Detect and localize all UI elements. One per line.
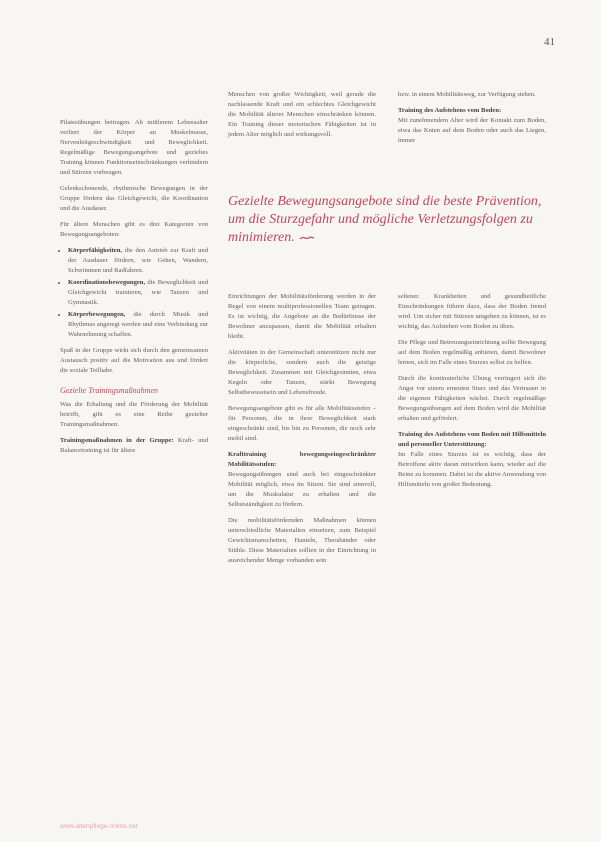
paragraph: Menschen von großer Wichtigkeit, weil gerade die nachlassende Kraft und ein schlechtes Gleichgewicht die Mobilität älterer Menschen einschränken können. Ein Training dieser motorischen Fähigkeiten ist in jedem Alter möglich und wirkungsvoll. <box>228 91 376 138</box>
paragraph: Bewegungsübungen sind auch bei eingeschränkter Mobilität möglich, etwa im Sitzen. Sie sind sinnvoll, um die Muskulatur zu erhalten und die Selbstständigkeit zu fördern. <box>228 471 376 508</box>
paragraph: bzw. in einem Mobilitätsweg, zur Verfügung stehen. <box>398 91 536 98</box>
paragraph: Im Falle eines Sturzes ist es wichtig, dass der Betroffene aktiv daran mitwirken kann, wieder auf die Beine zu kommen. Dabei ist die aktive Anwendung von Hilfsmitteln von großer Bedeutung. <box>398 451 546 488</box>
paragraph: Die Pflege und Betreuungseinrichtung sollte Bewegung auf dem Boden regelmäßig anbieten, damit Bewohner lernen, sich im Falle eines Sturzes selbst zu helfen. <box>398 339 546 366</box>
bullet-text: die den Antrieb zur Kraft und der Ausdauer fördern, wie Gehen, Wandern, Schwimmen und Radfahren. <box>68 247 208 274</box>
pull-quote <box>228 193 546 247</box>
page-number: 41 <box>544 36 555 48</box>
paragraph: seltener. Krankheiten und gesundheitliche Einschränkungen führen dazu, dass der Boden fremd wird. Um sicher mit Stürzen umgehen zu können, ist es wichtig, das Aufstehen vom Boden zu üben. <box>398 293 546 330</box>
footer-url: www.altenpflege-online.net <box>60 823 138 830</box>
paragraph: Einrichtungen der Mobilitätsförderung werden in der Regel von einem multiprofessionellen Team getragen. Es ist wichtig, die Angebote an die Bedürfnisse der Bewohner anzupassen, damit die Mobilität erhalten bleibt. <box>228 293 376 340</box>
pull-quote-text: Gezielte Bewegungsangebote sind die beste Prävention, um die Sturzgefahr und mögliche Verletzungsfolgen zu minimieren. <box>228 194 542 245</box>
paragraph: Die mobilitätsfördernden Maßnahmen können unterschiedliche Materialien einsetzen, zum Beispiel Gewichtsmanschetten, Hanteln, Therabänder oder Stühle. Diese Materialien sollten in der Einrichtung in ausreichender Menge vorhanden sein <box>228 517 376 564</box>
bold-lead: Trainingsmaßnahmen in der Gruppe: <box>60 437 174 444</box>
paragraph: Mit zunehmendem Alter wird der Kontakt zum Boden, etwa das Knien auf dem Boden oder auch das Liegen, immer <box>398 117 546 144</box>
subheading: Gezielte Trainingsmaßnahmen <box>60 386 158 395</box>
paragraph: Was die Erhaltung und die Förderung der Mobilität betrifft, gibt es eine Reihe gezielter Trainingsmaßnahmen. <box>60 401 208 428</box>
quote-swash-icon <box>299 235 315 241</box>
column-1 <box>60 118 208 462</box>
column-3-top <box>398 90 546 152</box>
bullet-text: die durch Musik und Rhythmus angeregt werden und eine Verbindung zur Wahrnehmung schaffen. <box>68 311 208 338</box>
paragraph: Aktivitäten in der Gemeinschaft unterstützen nicht nur die körperliche, sondern auch die geistige Beweglichkeit. Zusammen mit Gleichgesinnten, etwa Kegeln oder Tanzen, stärkt Bewegung Selbstbewusstsein und Lebensfreude. <box>228 349 376 396</box>
list-item <box>68 310 208 340</box>
section-heading: Training des Aufstehens vom Boden mit Hilfsmitteln und personeller Unterstützung: <box>398 431 546 448</box>
paragraph: Spaß in der Gruppe wirkt sich durch den gemeinsamen Austausch positiv auf die Motivation aus und fördert die soziale Teilhabe. <box>60 347 208 374</box>
paragraph: Pilatesübungen beitragen. Ab mittlerem Lebensalter verliert der Körper an Muskelmasse, Nervenleitgeschwindigkeit und Beweglichkeit. Regelmäßige Bewegungsangebote und gezieltes Training können Funktionseinschränkungen verhindern und Stürzen vorbeugen. <box>60 119 208 176</box>
paragraph: Für ältere Menschen gibt es drei Kategorien von Bewegungsangeboten: <box>60 221 208 238</box>
paragraph-text: Kraft- und Balancetraining ist für ältere <box>60 437 208 454</box>
paragraph: Durch die kontinuierliche Übung verringert sich die Angst vor einem erneuten Sturz und das Vertrauen in die eigenen Fähigkeiten wächst. Durch regelmäßige Bewegungsübungen auf dem Boden wird die Mobilität erhalten und gefördert. <box>398 375 546 422</box>
section-heading: Krafttraining bewegungseingeschränkter Mobilitätsstufen: <box>228 451 376 468</box>
section-heading: Training des Aufstehens vom Boden: <box>398 107 502 114</box>
list-item <box>68 246 208 276</box>
bullet-head: Körperfähigkeiten, <box>68 247 123 254</box>
bullet-head: Körperbewegungen, <box>68 311 126 318</box>
bullet-text: die Beweglichkeit und Gleichgewicht trainieren, wie Tanzen und Gymnastik. <box>68 279 208 306</box>
paragraph: Bewegungsangebote gibt es für alle Mobilitätsstufen – für Personen, die in ihrer Beweglichkeit stark eingeschränkt sind, bis hin zu Personen, die noch sehr mobil sind. <box>228 405 376 442</box>
bullet-list <box>60 246 208 340</box>
column-3-bottom <box>398 292 546 496</box>
bullet-head: Koordinationsbewegungen, <box>68 279 146 286</box>
column-2-bottom <box>228 292 376 572</box>
list-item <box>68 278 208 308</box>
column-2-top <box>228 90 376 146</box>
paragraph: Gelenkschonende, rhythmische Bewegungen in der Gruppe fördern das Gleichgewicht, die Koordination und die Ausdauer. <box>60 185 208 212</box>
paragraph <box>60 436 208 456</box>
